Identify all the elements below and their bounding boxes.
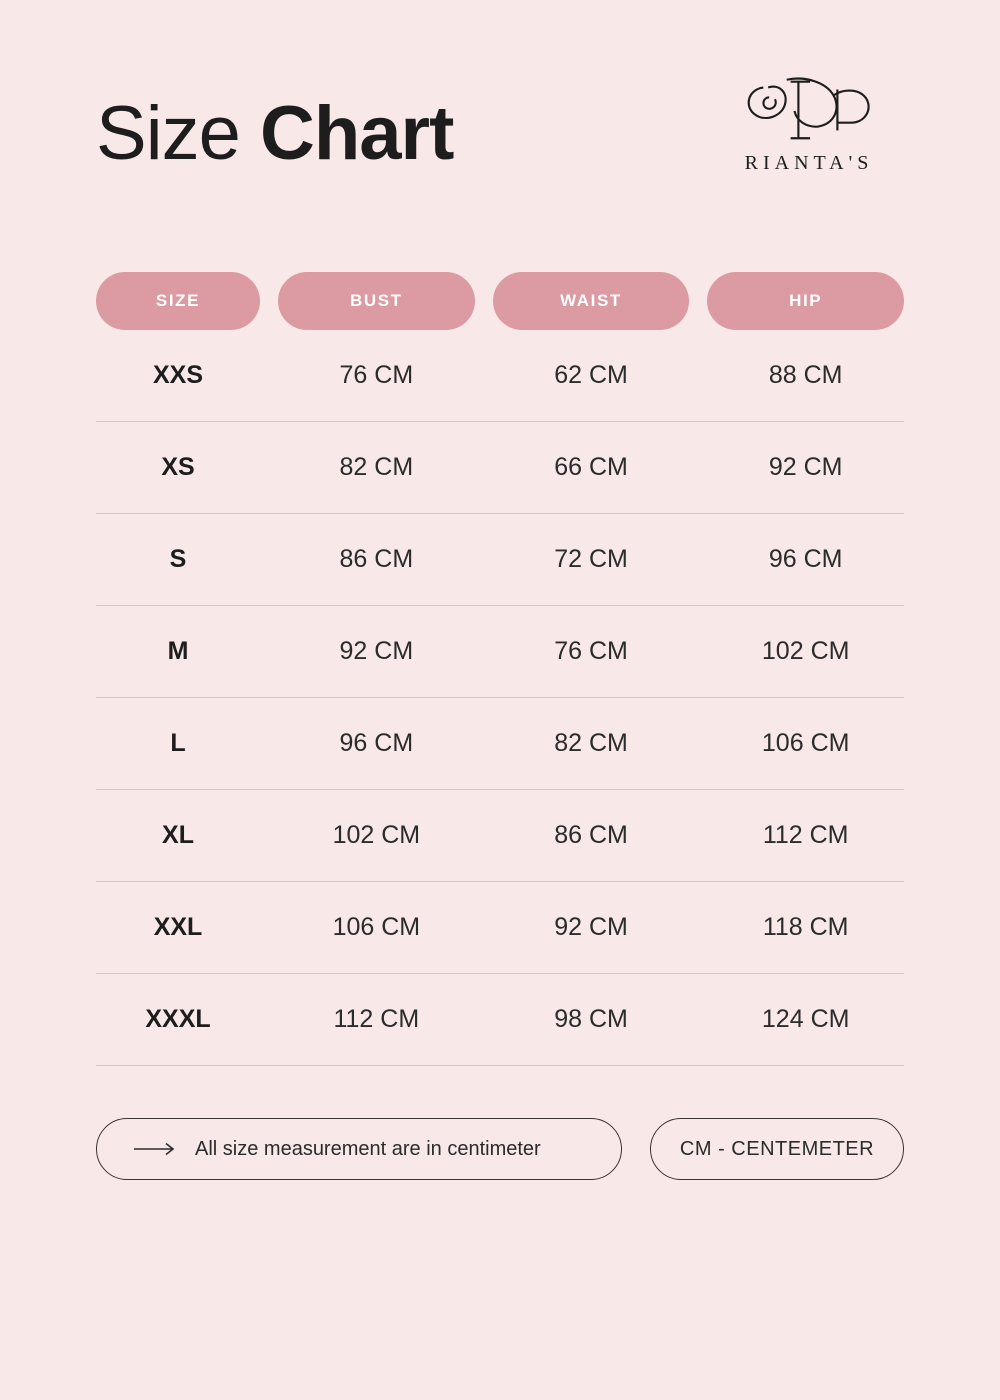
unit-legend-text: CM - CENTEMETER	[679, 1137, 875, 1160]
cell-hip: 102 CM	[761, 637, 850, 665]
cell-waist: 76 CM	[554, 637, 628, 665]
cell-bust: 112 CM	[333, 1005, 420, 1033]
table-row	[96, 790, 904, 882]
page-header	[96, 0, 904, 220]
cell-hip: 112 CM	[762, 821, 849, 849]
column-header-waist: WAIST	[493, 272, 690, 330]
cell-bust: 76 CM	[339, 361, 414, 389]
size-table	[96, 272, 904, 1066]
riantas-monogram-icon	[736, 70, 882, 148]
cell-size: XXS	[152, 361, 204, 389]
column-header-size: SIZE	[96, 272, 260, 330]
cell-bust: 96 CM	[339, 729, 414, 757]
page-title-light: Size	[96, 91, 260, 176]
cell-hip: 96 CM	[768, 545, 843, 573]
brand-name: RIANTA'S	[744, 152, 874, 174]
column-header-hip: HIP	[707, 272, 904, 330]
table-row	[96, 422, 904, 514]
footer-notes	[96, 1118, 904, 1180]
table-row	[96, 606, 904, 698]
cell-bust: 82 CM	[339, 453, 414, 481]
cell-size: M	[167, 637, 189, 665]
page-title-bold: Chart	[259, 91, 454, 176]
cell-waist: 92 CM	[554, 913, 628, 941]
cell-bust: 106 CM	[332, 913, 421, 941]
table-row	[96, 882, 904, 974]
cell-size: XXXL	[145, 1005, 211, 1033]
brand-logo	[714, 70, 904, 175]
cell-waist: 86 CM	[554, 821, 628, 849]
cell-hip: 92 CM	[768, 453, 843, 481]
cell-size: L	[170, 729, 186, 757]
table-row	[96, 974, 904, 1066]
cell-hip: 106 CM	[761, 729, 850, 757]
cell-waist: 98 CM	[554, 1005, 628, 1033]
column-header-bust: BUST	[278, 272, 475, 330]
table-row	[96, 698, 904, 790]
measurement-note-text: All size measurement are in centimeter	[195, 1137, 541, 1160]
table-header-row	[96, 272, 904, 330]
measurement-note	[96, 1118, 622, 1180]
cell-hip: 88 CM	[768, 361, 843, 389]
table-row	[96, 514, 904, 606]
cell-waist: 66 CM	[554, 453, 628, 481]
cell-size: XL	[162, 821, 194, 849]
cell-hip: 118 CM	[762, 913, 849, 941]
cell-size: XS	[161, 453, 195, 481]
cell-waist: 62 CM	[554, 361, 628, 389]
cell-waist: 82 CM	[554, 729, 628, 757]
cell-size: S	[169, 545, 187, 573]
cell-bust: 92 CM	[339, 637, 414, 665]
cell-bust: 102 CM	[332, 821, 421, 849]
unit-legend	[650, 1118, 904, 1180]
table-row	[96, 330, 904, 422]
page-title	[96, 91, 454, 176]
cell-waist: 72 CM	[554, 545, 628, 573]
cell-bust: 86 CM	[339, 545, 414, 573]
cell-hip: 124 CM	[761, 1005, 850, 1033]
arrow-right-icon	[133, 1142, 177, 1156]
cell-size: XXL	[153, 913, 203, 941]
